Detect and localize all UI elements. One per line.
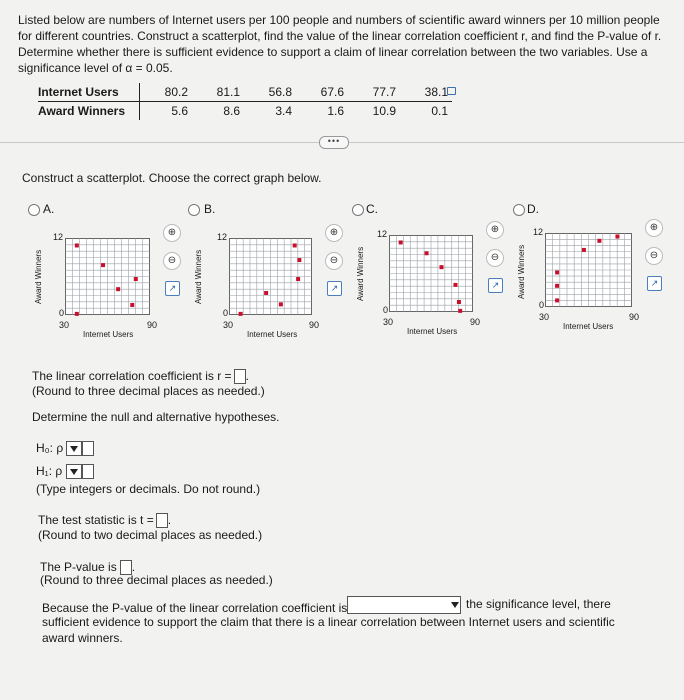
y-axis-label: Award Winners [194, 249, 203, 304]
y-tick-bottom: 0 [59, 308, 65, 318]
x-axis-label: Internet Users [247, 330, 298, 339]
zoom-out-icon[interactable]: ⊖ [486, 249, 504, 267]
h1-label: H₁: ρ [36, 464, 63, 478]
zoom-in-icon[interactable]: ⊕ [486, 221, 504, 239]
y-tick-top: 12 [53, 232, 64, 242]
more-button[interactable]: ••• [319, 136, 349, 149]
row-label-award: Award Winners [38, 102, 140, 121]
concl-1: Because the P-value of the linear correlation coefficient is [42, 601, 348, 615]
y-tick-top: 12 [217, 232, 228, 242]
data-table [38, 83, 452, 120]
x-tick-right: 90 [629, 312, 640, 322]
data-point [101, 263, 105, 267]
h1-operator-dropdown[interactable] [66, 464, 82, 479]
option-radio[interactable] [513, 204, 525, 216]
data-point [457, 300, 461, 304]
cell: 10.9 [372, 104, 397, 118]
x-tick-left: 30 [223, 320, 234, 330]
cell: 5.6 [171, 104, 189, 118]
scatterplot-d [545, 233, 633, 308]
zoom-out-icon[interactable]: ⊖ [163, 252, 181, 270]
data-point [264, 291, 268, 295]
x-axis-label: Internet Users [407, 327, 458, 336]
y-tick-bottom: 0 [539, 300, 545, 310]
x-axis-label: Internet Users [83, 330, 134, 339]
option-radio[interactable] [352, 204, 364, 216]
h1-row [36, 463, 94, 479]
p-label: The P-value is [40, 560, 117, 574]
concl-3: sufficient evidence to support the claim that there is a linear correlation between Internet users and scientific award winners. [42, 615, 615, 645]
r-question: The linear correlation coefficient is r = . [32, 369, 249, 383]
data-point [116, 287, 120, 291]
data-point [440, 265, 444, 269]
dropdown-arrow-icon [448, 598, 458, 611]
h0-label: H₀: ρ [36, 441, 64, 455]
external-link-icon[interactable]: ↗ [165, 281, 180, 296]
data-point [425, 251, 429, 255]
option-label: B. [204, 202, 216, 216]
data-point [582, 248, 586, 252]
x-tick-left: 30 [59, 320, 70, 330]
zoom-in-icon[interactable]: ⊕ [163, 224, 181, 242]
data-point [453, 283, 457, 287]
data-point [555, 298, 559, 302]
y-tick-bottom: 0 [383, 305, 389, 315]
data-point [555, 270, 559, 274]
y-tick-top: 12 [377, 229, 388, 239]
concl-2: the significance level, there [466, 597, 611, 611]
y-axis-label: Award Winners [34, 249, 43, 304]
scatterplot-a [65, 238, 151, 316]
y-axis-label: Award Winners [517, 244, 526, 299]
option-label: C. [366, 202, 378, 216]
copy-icon[interactable] [447, 87, 456, 95]
external-link-icon[interactable]: ↗ [488, 278, 503, 293]
cell: 38.1 [400, 83, 452, 102]
scatterplot-b [229, 238, 313, 316]
data-point [297, 258, 301, 262]
h0-value-input[interactable] [82, 441, 94, 456]
x-tick-right: 90 [470, 317, 481, 327]
cell: 1.6 [327, 104, 345, 118]
t-label: The test statistic is t = [38, 513, 154, 527]
x-tick-right: 90 [309, 320, 320, 330]
p-round: (Round to three decimal places as needed.) [40, 573, 273, 587]
x-tick-left: 30 [383, 317, 394, 327]
r-round: (Round to three decimal places as needed.) [32, 384, 265, 398]
h0-operator-dropdown[interactable] [66, 441, 82, 456]
y-tick-bottom: 0 [223, 308, 229, 318]
external-link-icon[interactable]: ↗ [327, 281, 342, 296]
concl-compare-dropdown[interactable] [347, 596, 461, 614]
cell: 67.6 [296, 83, 348, 102]
y-axis-label: Award Winners [356, 246, 365, 301]
scatterplot-c [389, 235, 474, 313]
zoom-in-icon[interactable]: ⊕ [325, 224, 343, 242]
data-point [293, 243, 297, 247]
h0-row [36, 440, 94, 456]
option-radio[interactable] [28, 204, 40, 216]
h1-value-input[interactable] [82, 464, 94, 479]
zoom-out-icon[interactable]: ⊖ [325, 252, 343, 270]
y-tick-top: 12 [533, 227, 544, 237]
t-round: (Round to two decimal places as needed.) [38, 528, 263, 542]
external-link-icon[interactable]: ↗ [647, 276, 662, 291]
data-point [279, 302, 283, 306]
cell: 80.2 [140, 83, 193, 102]
data-point [134, 277, 138, 281]
x-tick-right: 90 [147, 320, 158, 330]
data-point [75, 243, 79, 247]
hyp-prompt: Determine the null and alternative hypotheses. [32, 410, 280, 424]
row-label-internet: Internet Users [38, 83, 140, 102]
hyp-note: (Type integers or decimals. Do not round.) [36, 482, 261, 496]
zoom-in-icon[interactable]: ⊕ [645, 219, 663, 237]
p-question: The P-value is . [40, 560, 136, 574]
option-label: A. [43, 202, 55, 216]
option-radio[interactable] [188, 204, 200, 216]
zoom-out-icon[interactable]: ⊖ [645, 247, 663, 265]
cell: 0.1 [431, 104, 449, 118]
data-point [296, 277, 300, 281]
cell: 8.6 [223, 104, 241, 118]
r-label: The linear correlation coefficient is r = [32, 369, 232, 383]
cell: 81.1 [192, 83, 244, 102]
data-point [75, 312, 79, 316]
x-axis-label: Internet Users [563, 322, 614, 331]
data-point [458, 309, 462, 313]
scatter-prompt: Construct a scatterplot. Choose the correct graph below. [22, 171, 322, 185]
t-question: The test statistic is t = . [38, 513, 172, 527]
data-point [597, 239, 601, 243]
cell: 56.8 [244, 83, 296, 102]
data-point [615, 235, 619, 239]
option-label: D. [527, 202, 539, 216]
cell: 77.7 [348, 83, 400, 102]
data-point [130, 303, 134, 307]
cell: 3.4 [275, 104, 293, 118]
data-point [399, 240, 403, 244]
data-point [239, 312, 243, 316]
problem-statement: Listed below are numbers of Internet users per 100 people and numbers of scientific award winners per 10 million people for different countries. Construct a scatterplot, find the value of the linear correlation coefficient r, and find the P-value of r. Determine whether there is sufficient evidence to support a claim of linear correlation between the two variables. Use a significance level of α = 0.05. [18, 13, 662, 75]
data-point [555, 284, 559, 288]
x-tick-left: 30 [539, 312, 550, 322]
